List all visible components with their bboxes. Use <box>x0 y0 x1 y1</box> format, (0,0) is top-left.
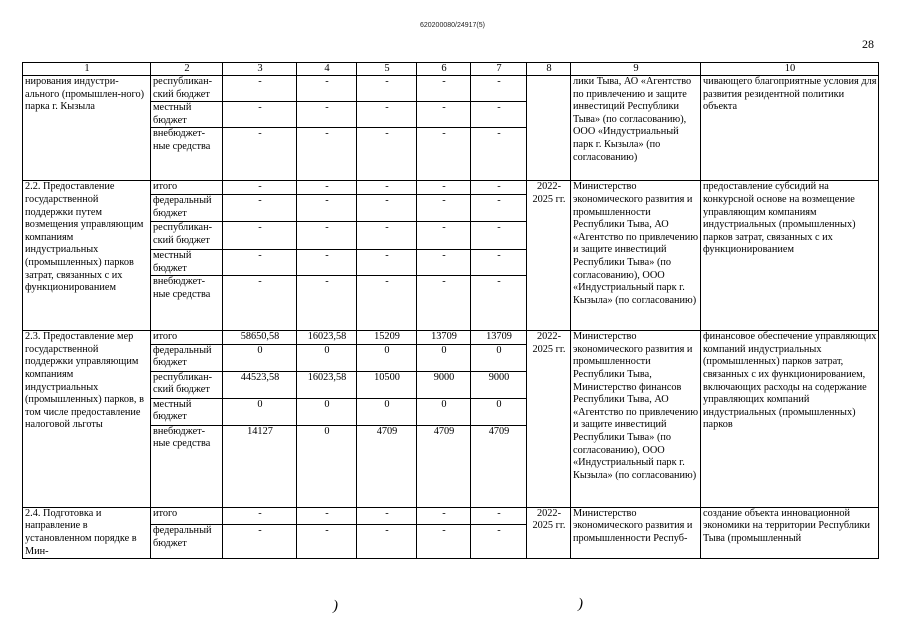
value-cell: - <box>417 524 471 558</box>
executor-cell: Министерство экономического развития и промышленности Республики Тыва, АО «Агентство по привлечению и защите инвестиций Республики Тыва» (по согласованию), ООО «Индустриальный парк г. Кызыла» (по согласованию) <box>571 181 701 331</box>
margin-mark: ) <box>578 596 583 612</box>
executor-cell: Министерство экономического развития и промышленности Респуб- <box>571 507 701 558</box>
table-row <box>23 181 879 195</box>
value-cell: 10500 <box>357 371 417 398</box>
value-cell: 0 <box>223 398 297 425</box>
funding-source: итого <box>151 331 223 345</box>
period-cell <box>527 76 571 181</box>
table-row <box>23 507 879 524</box>
value-cell: - <box>223 102 297 128</box>
value-cell: - <box>223 76 297 102</box>
result-cell: предоставление субсидий на конкурсной основе на возмещение управляющим компаниям индустриальных (промышленных) парков затрат, связанных с их функционированием <box>701 181 879 331</box>
value-cell: - <box>297 102 357 128</box>
measure-title: нирования индустри-ального (промышлен-ного) парка г. Кызыла <box>23 76 151 181</box>
funding-source: внебюджет-ные средства <box>151 276 223 331</box>
value-cell: - <box>357 76 417 102</box>
result-cell: чивающего благоприятные условия для развития резидентной политики объекта <box>701 76 879 181</box>
value-cell: - <box>223 249 297 275</box>
value-cell: 16023,58 <box>297 331 357 345</box>
value-cell: - <box>471 276 527 331</box>
value-cell: - <box>223 524 297 558</box>
funding-source: республикан-ский бюджет <box>151 76 223 102</box>
executor-cell: Министерство экономического развития и промышленности Республики Тыва, Министерство финансов Республики Тыва, АО «Агентство по привлечению и защите инвестиций Республики Тыва» (по согласованию), ООО «Индустриальный парк г. Кызыла» (по согласованию) <box>571 331 701 508</box>
funding-source: итого <box>151 181 223 195</box>
value-cell: 16023,58 <box>297 371 357 398</box>
margin-mark: ) <box>333 598 338 614</box>
value-cell: - <box>357 276 417 331</box>
value-cell: - <box>223 181 297 195</box>
value-cell: - <box>223 128 297 181</box>
value-cell: - <box>357 249 417 275</box>
value-cell: 0 <box>357 344 417 371</box>
funding-source: федеральный бюджет <box>151 194 223 221</box>
col-header: 2 <box>151 63 223 76</box>
col-header: 7 <box>471 63 527 76</box>
measure-title: 2.3. Предоставление мер государственной поддержки управляющим компаниям индустриальных (промышленных) парков, в том числе предоставление налоговой льготы <box>23 331 151 508</box>
budget-table <box>22 62 879 559</box>
value-cell: 0 <box>417 344 471 371</box>
value-cell: 0 <box>297 425 357 507</box>
result-cell: создание объекта инновационной экономики на территории Республики Тыва (промышленный <box>701 507 879 558</box>
value-cell: 15209 <box>357 331 417 345</box>
value-cell: 13709 <box>417 331 471 345</box>
funding-source: республикан-ский бюджет <box>151 371 223 398</box>
value-cell: - <box>297 276 357 331</box>
col-header: 9 <box>571 63 701 76</box>
funding-source: итого <box>151 507 223 524</box>
value-cell: - <box>471 221 527 249</box>
value-cell: 9000 <box>417 371 471 398</box>
value-cell: - <box>417 221 471 249</box>
col-header: 8 <box>527 63 571 76</box>
table-row <box>23 76 879 102</box>
value-cell: - <box>417 507 471 524</box>
value-cell: 44523,58 <box>223 371 297 398</box>
value-cell: - <box>223 276 297 331</box>
page-number: 28 <box>862 37 874 51</box>
value-cell: - <box>223 507 297 524</box>
value-cell: - <box>417 181 471 195</box>
value-cell: - <box>357 194 417 221</box>
document-id: 620200080/24917(5) <box>419 22 485 29</box>
funding-source: внебюджет-ные средства <box>151 425 223 507</box>
period-cell: 2022-2025 гг. <box>527 507 571 558</box>
value-cell: - <box>357 102 417 128</box>
value-cell: 0 <box>223 344 297 371</box>
funding-source: федеральный бюджет <box>151 344 223 371</box>
col-header: 3 <box>223 63 297 76</box>
value-cell: - <box>297 128 357 181</box>
measure-title: 2.4. Подготовка и направление в установленном порядке в Мин- <box>23 507 151 558</box>
value-cell: - <box>297 507 357 524</box>
value-cell: 4709 <box>357 425 417 507</box>
value-cell: - <box>471 181 527 195</box>
value-cell: 4709 <box>471 425 527 507</box>
funding-source: местный бюджет <box>151 249 223 275</box>
value-cell: - <box>417 102 471 128</box>
value-cell: - <box>417 276 471 331</box>
value-cell: - <box>357 181 417 195</box>
col-header: 5 <box>357 63 417 76</box>
executor-cell: лики Тыва, АО «Агентство по привлечению и защите инвестиций Республики Тыва» (по согласованию), ООО «Индустриальный парк г. Кызыла» (по согласованию) <box>571 76 701 181</box>
value-cell: - <box>471 524 527 558</box>
value-cell: - <box>357 524 417 558</box>
value-cell: - <box>471 249 527 275</box>
result-cell: финансовое обеспечение управляющих компаний индустриальных (промышленных) парков затрат, связанных с их функционированием, включающих расходы на содержание управляющих компаний индустриальных (промышленных) парков <box>701 331 879 508</box>
value-cell: 0 <box>297 398 357 425</box>
value-cell: - <box>471 507 527 524</box>
value-cell: 14127 <box>223 425 297 507</box>
value-cell: - <box>357 507 417 524</box>
funding-source: местный бюджет <box>151 102 223 128</box>
funding-source: местный бюджет <box>151 398 223 425</box>
value-cell: - <box>471 128 527 181</box>
value-cell: 13709 <box>471 331 527 345</box>
col-header: 1 <box>23 63 151 76</box>
value-cell: 0 <box>471 344 527 371</box>
value-cell: - <box>297 194 357 221</box>
value-cell: 0 <box>417 398 471 425</box>
value-cell: 9000 <box>471 371 527 398</box>
value-cell: - <box>357 221 417 249</box>
value-cell: - <box>223 194 297 221</box>
value-cell: - <box>297 76 357 102</box>
period-cell: 2022-2025 гг. <box>527 331 571 508</box>
value-cell: 58650,58 <box>223 331 297 345</box>
value-cell: - <box>223 221 297 249</box>
value-cell: 0 <box>357 398 417 425</box>
value-cell: - <box>417 194 471 221</box>
period-cell: 2022-2025 гг. <box>527 181 571 331</box>
funding-source: республикан-ский бюджет <box>151 221 223 249</box>
value-cell: 0 <box>471 398 527 425</box>
value-cell: 0 <box>297 344 357 371</box>
col-header: 10 <box>701 63 879 76</box>
value-cell: - <box>417 76 471 102</box>
funding-source: федеральный бюджет <box>151 524 223 558</box>
measure-title: 2.2. Предоставление государственной поддержки путем возмещения управляющим компаниям индустриальных (промышленных) парков затрат, связанных с их функционированием <box>23 181 151 331</box>
value-cell: - <box>357 128 417 181</box>
value-cell: - <box>297 524 357 558</box>
funding-source: внебюджет-ные средства <box>151 128 223 181</box>
value-cell: - <box>417 249 471 275</box>
value-cell: - <box>471 102 527 128</box>
value-cell: - <box>417 128 471 181</box>
header-row <box>23 63 879 76</box>
value-cell: - <box>471 76 527 102</box>
value-cell: - <box>471 194 527 221</box>
col-header: 6 <box>417 63 471 76</box>
value-cell: 4709 <box>417 425 471 507</box>
value-cell: - <box>297 181 357 195</box>
value-cell: - <box>297 249 357 275</box>
value-cell: - <box>297 221 357 249</box>
table-row <box>23 331 879 345</box>
col-header: 4 <box>297 63 357 76</box>
